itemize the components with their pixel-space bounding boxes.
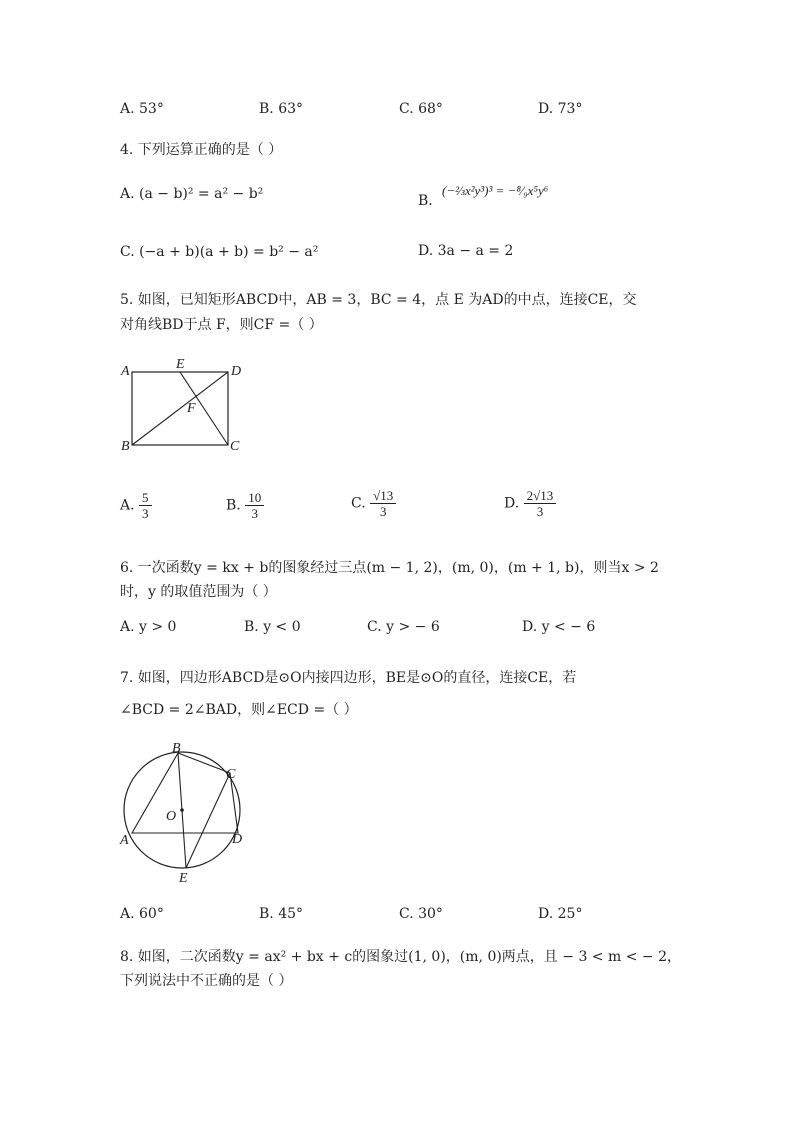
q4-option-c: C. (−a + b)(a + b) = b² − a² — [120, 244, 319, 260]
q5-option-d-num: 2√13 — [524, 488, 557, 504]
q7-option-c: C. 30° — [399, 906, 443, 922]
q5-option-c — [351, 488, 396, 519]
q3-option-d: D. 73° — [538, 101, 583, 117]
label-e: E — [179, 871, 188, 886]
label-b: B — [121, 439, 130, 454]
q5-option-a — [120, 490, 152, 521]
q7-option-d: D. 25° — [538, 906, 583, 922]
q5-option-a-num: 5 — [139, 490, 152, 506]
q5-option-d-den: 3 — [536, 504, 544, 519]
q7-stem-line2: ∠BCD = 2∠BAD，则∠ECD =（ ） — [120, 702, 358, 718]
label-a: A — [121, 364, 130, 379]
label-e: E — [176, 358, 185, 372]
q5-option-b-den: 3 — [251, 506, 258, 521]
q5-figure-rectangle — [116, 358, 256, 458]
q5-option-a-label: A. — [120, 497, 135, 514]
q4-stem: 4. 下列运算正确的是（ ） — [120, 142, 283, 158]
q5-option-c-label: C. — [351, 495, 366, 512]
q7-stem-line1: 7. 如图，四边形ABCD是⊙O内接四边形，BE是⊙O的直径，连接CE，若 — [120, 670, 577, 686]
quadrilateral-abcd — [132, 753, 238, 833]
q6-option-d: D. y < − 6 — [522, 619, 596, 635]
q5-option-b-num: 10 — [245, 490, 264, 506]
label-b: B — [172, 741, 181, 756]
q6-option-c: C. y > − 6 — [367, 619, 440, 635]
q5-option-d-label: D. — [504, 495, 520, 512]
center-point — [180, 808, 184, 812]
label-d: D — [231, 364, 242, 379]
q3-option-c: C. 68° — [399, 101, 443, 117]
q5-option-d — [504, 488, 556, 519]
label-f: F — [187, 401, 196, 416]
label-a: A — [120, 833, 129, 848]
q4-option-d: D. 3a − a = 2 — [418, 243, 514, 259]
q3-option-b: B. 63° — [259, 101, 304, 117]
q3-option-a: A. 53° — [120, 101, 164, 117]
label-c: C — [226, 767, 236, 782]
q5-option-b — [226, 490, 264, 521]
q7-option-a: A. 60° — [120, 906, 164, 922]
q4-option-b-expr: (−⅔x²y³)³ = −⁸⁄₉x⁵y⁶ — [442, 183, 549, 198]
q6-option-a: A. y > 0 — [120, 619, 177, 635]
segment-ce — [186, 773, 230, 868]
q5-stem-line1: 5. 如图，已知矩形ABCD中，AB = 3，BC = 4，点 E 为AD的中点，连接CE，交 — [120, 292, 637, 308]
q5-option-c-num: √13 — [370, 488, 396, 504]
q7-figure-circle — [116, 738, 256, 886]
label-d: D — [232, 832, 243, 847]
q7-option-b: B. 45° — [259, 906, 304, 922]
label-o: O — [166, 809, 177, 824]
diagonal-bd — [132, 372, 228, 445]
q5-stem-line2: 对角线BD于点 F，则CF =（ ） — [120, 317, 323, 333]
q5-option-c-den: 3 — [379, 504, 387, 519]
q6-option-b: B. y < 0 — [244, 619, 301, 635]
q5-option-a-den: 3 — [142, 506, 149, 521]
label-c: C — [230, 439, 240, 454]
q4-option-a: A. (a − b)² = a² − b² — [120, 186, 264, 202]
q8-stem-line2: 下列说法中不正确的是（ ） — [120, 973, 293, 989]
q4-option-b-label: B. — [418, 193, 433, 209]
q8-stem-line1: 8. 如图，二次函数y = ax² + bx + c的图象过(1, 0)，(m, 0)两点，且 − 3 < m < − 2， — [120, 949, 681, 965]
q5-option-b-label: B. — [226, 497, 241, 514]
q6-stem-line1: 6. 一次函数y = kx + b的图象经过三点(m − 1, 2)，(m, 0)，(m + 1, b)，则当x > 2 — [120, 560, 659, 576]
q6-stem-line2: 时，y 的取值范围为（ ） — [120, 584, 277, 600]
